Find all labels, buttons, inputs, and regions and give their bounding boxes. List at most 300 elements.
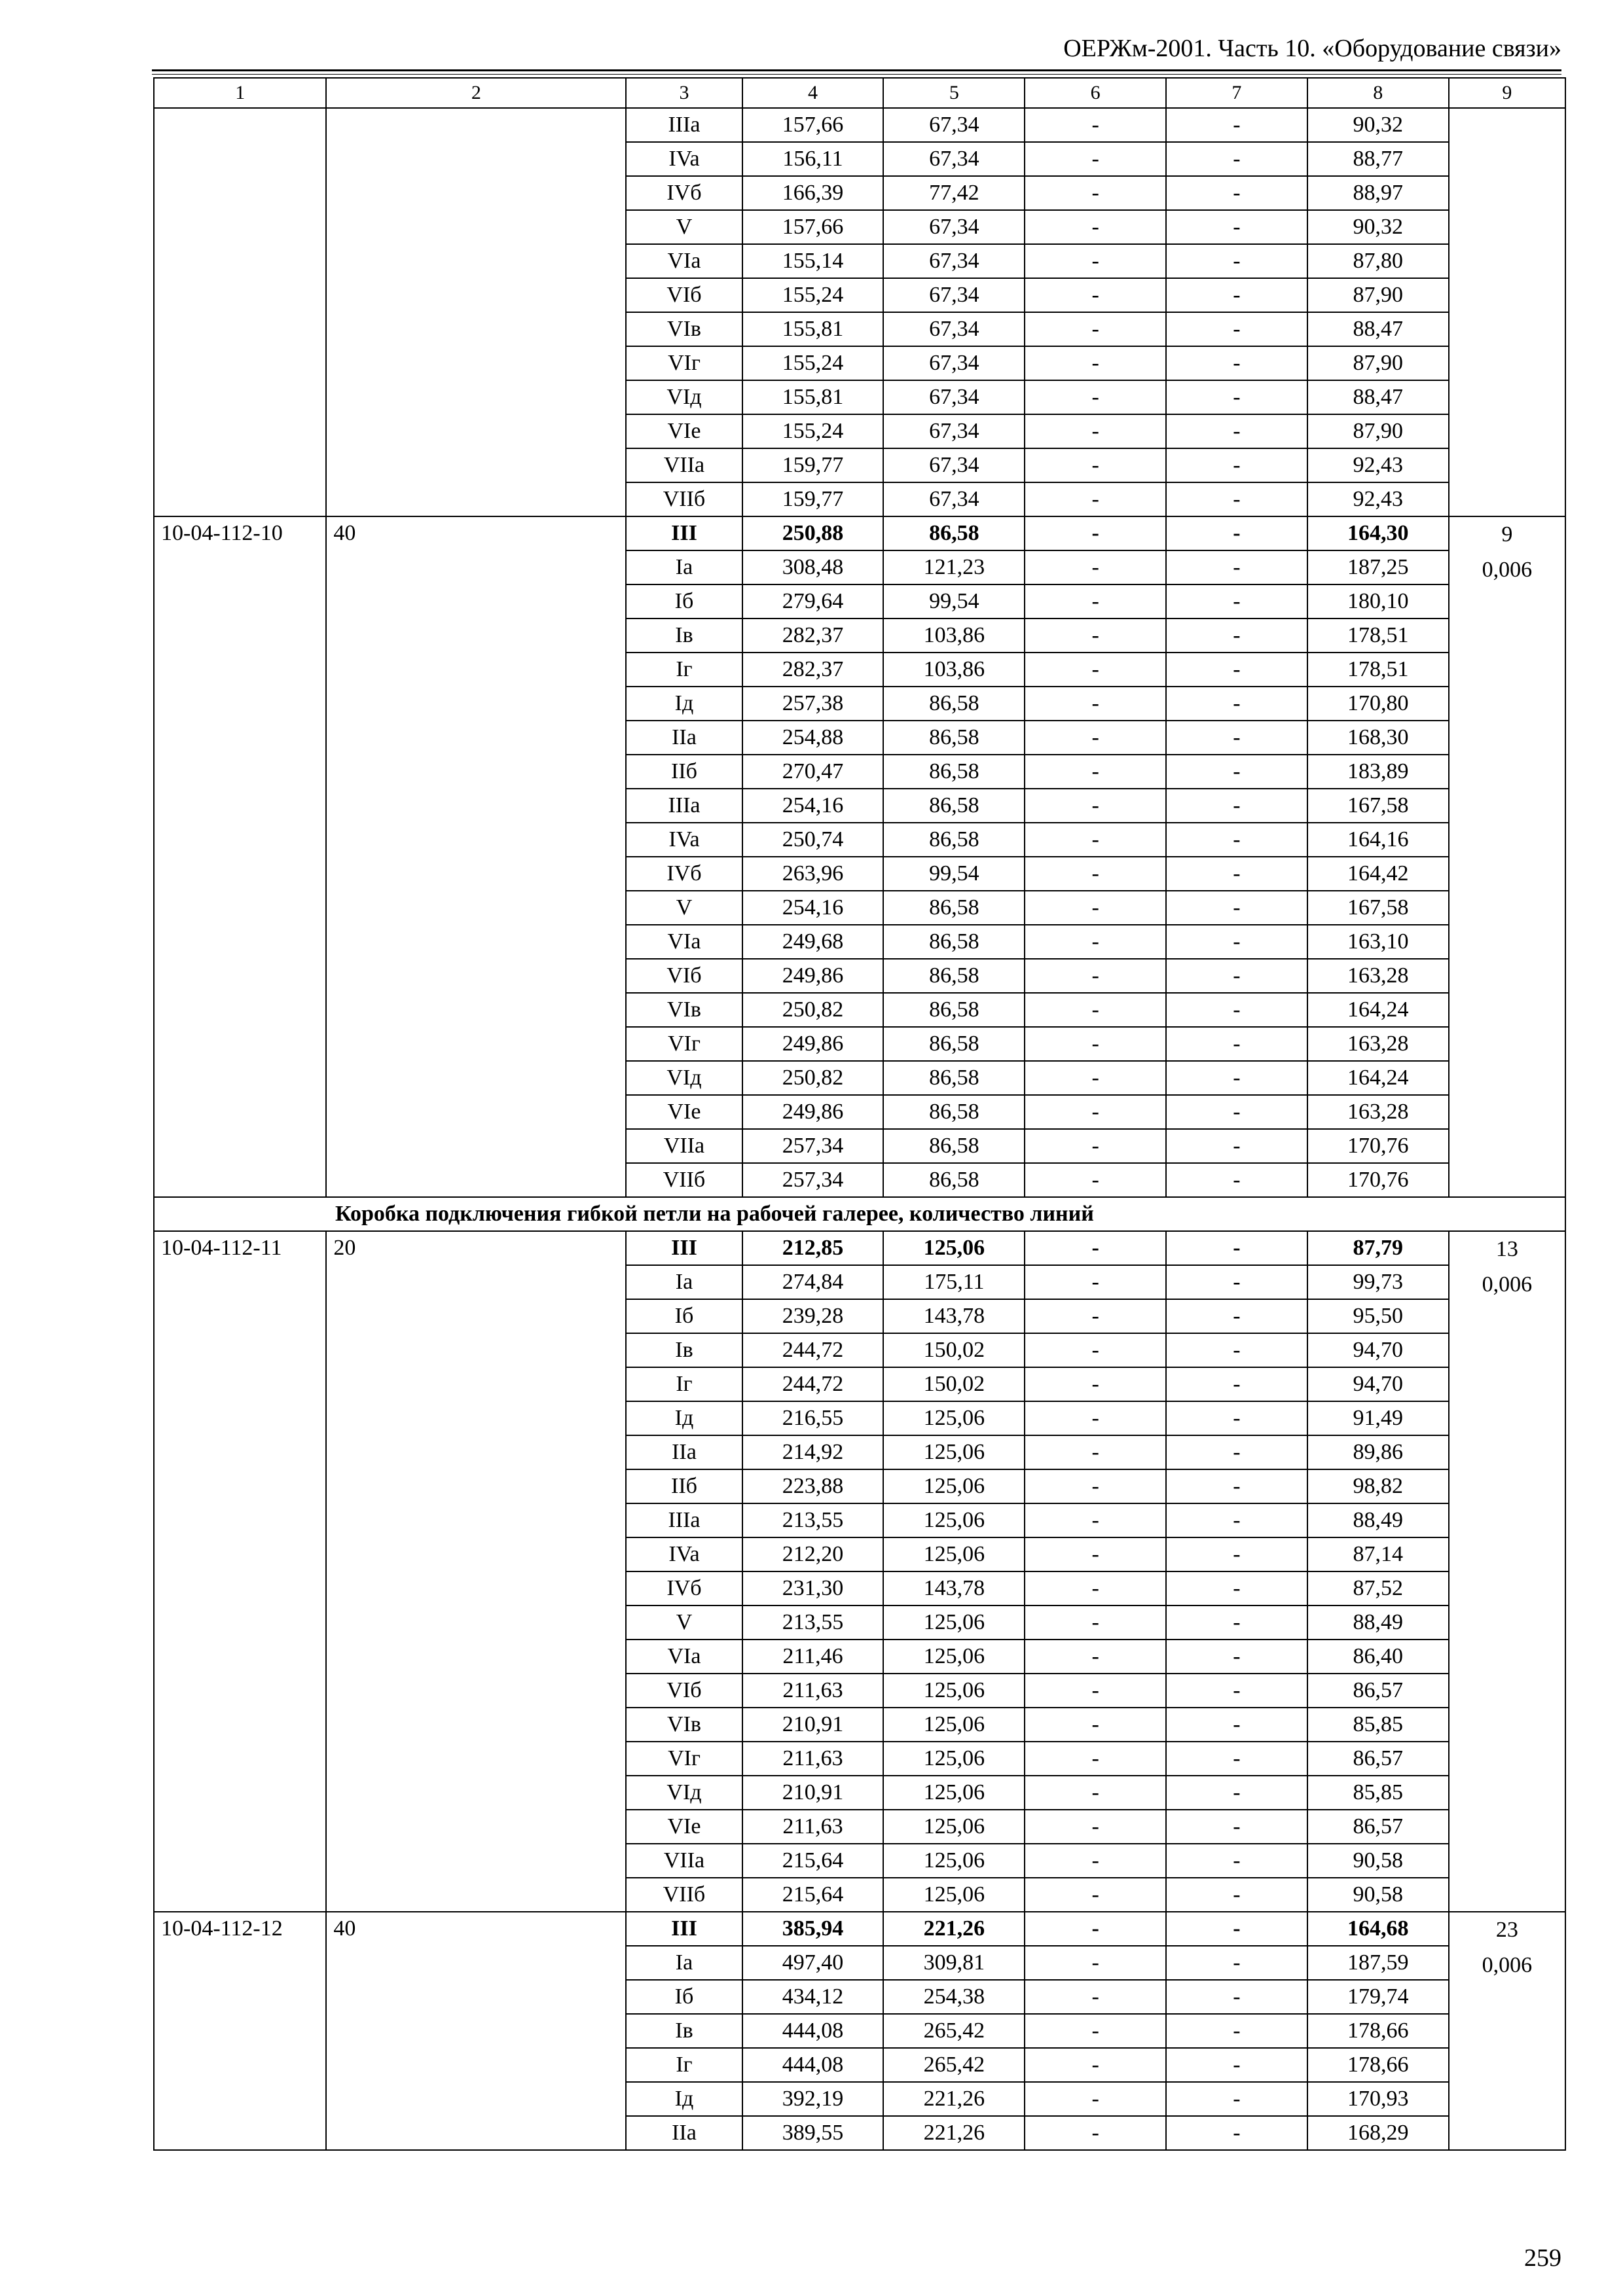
value-cell: - [1166, 959, 1307, 993]
value-cell: 265,42 [883, 2048, 1025, 2082]
value-cell: 163,28 [1307, 1095, 1449, 1129]
value-cell: - [1166, 1946, 1307, 1980]
value-cell: 213,55 [742, 1605, 884, 1640]
value-cell: 150,02 [883, 1333, 1025, 1367]
value-cell: 170,76 [1307, 1163, 1449, 1197]
page-header-title: ОЕРЖм-2001. Часть 10. «Оборудование связи» [1063, 35, 1561, 62]
value-cell: 67,34 [883, 108, 1025, 142]
value-cell: 257,34 [742, 1129, 884, 1163]
value-cell: 163,28 [1307, 959, 1449, 993]
value-cell: 250,88 [742, 516, 884, 550]
value-cell: 159,77 [742, 482, 884, 516]
value-cell: - [1025, 1401, 1166, 1435]
value-cell: 125,06 [883, 1401, 1025, 1435]
value-cell: - [1166, 993, 1307, 1027]
value-cell: - [1025, 2082, 1166, 2116]
value-cell: Ia [626, 1946, 742, 1980]
value-cell: 274,84 [742, 1265, 884, 1299]
value-cell: 270,47 [742, 755, 884, 789]
value-cell: VIe [626, 1095, 742, 1129]
value-cell: VIe [626, 414, 742, 448]
value-cell: 86,58 [883, 789, 1025, 823]
value-cell: 87,52 [1307, 1571, 1449, 1605]
value-cell: 159,77 [742, 448, 884, 482]
value-cell: Iд [626, 1401, 742, 1435]
value-cell: - [1166, 1878, 1307, 1912]
value-cell: - [1166, 1095, 1307, 1129]
value-cell: Ia [626, 1265, 742, 1299]
value-cell: - [1025, 1061, 1166, 1095]
value-cell: - [1166, 210, 1307, 244]
value-cell: VIIa [626, 1844, 742, 1878]
section-title-row [154, 1197, 1565, 1231]
quantity-cell: 40 [326, 1912, 626, 2150]
value-cell: 239,28 [742, 1299, 884, 1333]
value-cell: - [1025, 891, 1166, 925]
value-cell: 150,02 [883, 1367, 1025, 1401]
value-cell: IIIa [626, 789, 742, 823]
value-cell: - [1025, 1333, 1166, 1367]
value-cell: 99,54 [883, 857, 1025, 891]
value-cell: 215,64 [742, 1878, 884, 1912]
value-cell: 221,26 [883, 2082, 1025, 2116]
column-9-value: 0,006 [1482, 1953, 1533, 1977]
value-cell: - [1025, 1742, 1166, 1776]
value-cell: - [1166, 1912, 1307, 1946]
value-cell: 385,94 [742, 1912, 884, 1946]
value-cell: 211,46 [742, 1640, 884, 1674]
value-cell: 215,64 [742, 1844, 884, 1878]
value-cell: - [1166, 142, 1307, 176]
value-cell: Iв [626, 2014, 742, 2048]
column-9-value: 0,006 [1482, 558, 1533, 582]
value-cell: 125,06 [883, 1708, 1025, 1742]
value-cell: 249,86 [742, 1027, 884, 1061]
value-cell: 168,30 [1307, 721, 1449, 755]
value-cell: - [1025, 448, 1166, 482]
value-cell: 125,06 [883, 1640, 1025, 1674]
value-cell: - [1166, 1571, 1307, 1605]
value-cell: 86,58 [883, 891, 1025, 925]
value-cell: - [1025, 1095, 1166, 1129]
value-cell: 125,06 [883, 1503, 1025, 1537]
value-cell: 164,24 [1307, 993, 1449, 1027]
column-9-value: 9 [1501, 522, 1513, 547]
value-cell: 67,34 [883, 244, 1025, 278]
value-cell: - [1025, 1640, 1166, 1674]
value-cell: Iб [626, 1299, 742, 1333]
value-cell: 86,58 [883, 993, 1025, 1027]
column-9-value: 23 [1495, 1918, 1518, 1942]
column-9-value: 0,006 [1482, 1272, 1533, 1297]
value-cell: - [1166, 653, 1307, 687]
value-cell: 164,68 [1307, 1912, 1449, 1946]
value-cell: - [1025, 653, 1166, 687]
value-cell: 87,90 [1307, 346, 1449, 380]
code-cell [154, 108, 326, 516]
value-cell: III [626, 1231, 742, 1265]
value-cell: 86,57 [1307, 1742, 1449, 1776]
value-cell: - [1166, 1061, 1307, 1095]
value-cell: - [1025, 1367, 1166, 1401]
value-cell: - [1166, 925, 1307, 959]
value-cell: VIг [626, 346, 742, 380]
value-cell: - [1166, 789, 1307, 823]
value-cell: Iг [626, 2048, 742, 2082]
value-cell: 94,70 [1307, 1333, 1449, 1367]
value-cell: 86,58 [883, 1163, 1025, 1197]
value-cell: - [1166, 516, 1307, 550]
value-cell: - [1025, 1571, 1166, 1605]
value-cell: - [1025, 380, 1166, 414]
value-cell: - [1025, 1776, 1166, 1810]
value-cell: 85,85 [1307, 1776, 1449, 1810]
value-cell: 163,28 [1307, 1027, 1449, 1061]
value-cell: 183,89 [1307, 755, 1449, 789]
value-cell: VIв [626, 312, 742, 346]
value-cell: - [1025, 346, 1166, 380]
value-cell: - [1025, 1708, 1166, 1742]
value-cell: 170,80 [1307, 687, 1449, 721]
value-cell: VIг [626, 1742, 742, 1776]
value-cell: - [1025, 1844, 1166, 1878]
value-cell: 87,90 [1307, 414, 1449, 448]
value-cell: 86,58 [883, 823, 1025, 857]
value-cell: - [1025, 176, 1166, 210]
value-cell: 85,85 [1307, 1708, 1449, 1742]
value-cell: 125,06 [883, 1878, 1025, 1912]
value-cell: - [1166, 1708, 1307, 1742]
value-cell: 254,38 [883, 1980, 1025, 2014]
value-cell: - [1166, 1674, 1307, 1708]
value-cell: 223,88 [742, 1469, 884, 1503]
code-cell: 10-04-112-12 [154, 1912, 326, 2150]
value-cell: 86,58 [883, 1027, 1025, 1061]
value-cell: III [626, 1912, 742, 1946]
column-number-cell: 7 [1166, 78, 1307, 108]
value-cell: - [1025, 1605, 1166, 1640]
value-cell: 265,42 [883, 2014, 1025, 2048]
value-cell: - [1025, 1265, 1166, 1299]
value-cell: 86,58 [883, 721, 1025, 755]
value-cell: VIб [626, 959, 742, 993]
code-cell: 10-04-112-11 [154, 1231, 326, 1912]
value-cell: 125,06 [883, 1435, 1025, 1469]
value-cell: - [1025, 584, 1166, 619]
header-rule [152, 74, 1561, 75]
value-cell: IIб [626, 755, 742, 789]
table-row [154, 1912, 1565, 1946]
value-cell: 231,30 [742, 1571, 884, 1605]
value-cell: 125,06 [883, 1776, 1025, 1810]
value-cell: 249,86 [742, 959, 884, 993]
value-cell: 210,91 [742, 1708, 884, 1742]
value-cell: 155,24 [742, 414, 884, 448]
value-cell: - [1166, 619, 1307, 653]
value-cell: 90,32 [1307, 210, 1449, 244]
value-cell: - [1025, 2116, 1166, 2150]
value-cell: 308,48 [742, 550, 884, 584]
value-cell: VIIa [626, 1129, 742, 1163]
value-cell: 167,58 [1307, 891, 1449, 925]
value-cell: - [1025, 1878, 1166, 1912]
value-cell: - [1166, 1640, 1307, 1674]
value-cell: - [1166, 1844, 1307, 1878]
column-number-cell: 2 [326, 78, 626, 108]
value-cell: 434,12 [742, 1980, 884, 2014]
value-cell: - [1166, 346, 1307, 380]
value-cell: V [626, 1605, 742, 1640]
value-cell: 254,16 [742, 789, 884, 823]
value-cell: 67,34 [883, 278, 1025, 312]
value-cell: VIIб [626, 1878, 742, 1912]
value-cell: 67,34 [883, 414, 1025, 448]
value-cell: 249,68 [742, 925, 884, 959]
value-cell: 167,58 [1307, 789, 1449, 823]
value-cell: - [1166, 448, 1307, 482]
value-cell: 86,58 [883, 925, 1025, 959]
value-cell: VIб [626, 278, 742, 312]
value-cell: 250,82 [742, 1061, 884, 1095]
column-number-cell: 6 [1025, 78, 1166, 108]
value-cell: VIa [626, 1640, 742, 1674]
value-cell: 166,39 [742, 176, 884, 210]
column-9-value: 13 [1495, 1237, 1518, 1261]
column-number-cell: 1 [154, 78, 326, 108]
value-cell: 88,47 [1307, 380, 1449, 414]
value-cell: - [1166, 1129, 1307, 1163]
value-cell: - [1025, 1912, 1166, 1946]
value-cell: IVб [626, 1571, 742, 1605]
code-cell: 10-04-112-10 [154, 516, 326, 1197]
value-cell: 254,16 [742, 891, 884, 925]
header-rule [152, 69, 1561, 71]
value-cell: 67,34 [883, 448, 1025, 482]
value-cell: 88,77 [1307, 142, 1449, 176]
value-cell: 250,74 [742, 823, 884, 857]
value-cell: 125,06 [883, 1674, 1025, 1708]
value-cell: 249,86 [742, 1095, 884, 1129]
value-cell: VIIa [626, 448, 742, 482]
value-cell: 244,72 [742, 1367, 884, 1401]
value-cell: Ia [626, 550, 742, 584]
value-cell: - [1166, 1401, 1307, 1435]
value-cell: - [1166, 755, 1307, 789]
value-cell: IIIa [626, 1503, 742, 1537]
value-cell: VIв [626, 993, 742, 1027]
quantity-cell [326, 108, 626, 516]
value-cell: Iв [626, 619, 742, 653]
quantity-cell: 40 [326, 516, 626, 1197]
value-cell: Iв [626, 1333, 742, 1367]
value-cell: - [1166, 891, 1307, 925]
value-cell: - [1166, 1163, 1307, 1197]
value-cell: IIa [626, 2116, 742, 2150]
value-cell: VIIб [626, 1163, 742, 1197]
column-number-cell: 8 [1307, 78, 1449, 108]
value-cell: - [1025, 687, 1166, 721]
value-cell: - [1025, 550, 1166, 584]
value-cell: - [1166, 584, 1307, 619]
value-cell: 86,58 [883, 687, 1025, 721]
value-cell: - [1166, 1742, 1307, 1776]
value-cell: - [1166, 1333, 1307, 1367]
value-cell: 211,63 [742, 1674, 884, 1708]
value-cell: 67,34 [883, 210, 1025, 244]
value-cell: - [1025, 1469, 1166, 1503]
value-cell: 164,42 [1307, 857, 1449, 891]
value-cell: - [1166, 2116, 1307, 2150]
value-cell: 309,81 [883, 1946, 1025, 1980]
value-cell: 125,06 [883, 1810, 1025, 1844]
value-cell: 178,66 [1307, 2014, 1449, 2048]
value-cell: 211,63 [742, 1810, 884, 1844]
section-title: Коробка подключения гибкой петли на рабочей галерее, количество линий [154, 1197, 1565, 1231]
value-cell: - [1025, 1980, 1166, 2014]
rates-table-body [154, 78, 1565, 2150]
value-cell: 187,59 [1307, 1946, 1449, 1980]
value-cell: 99,73 [1307, 1265, 1449, 1299]
value-cell: - [1025, 1674, 1166, 1708]
value-cell: - [1166, 1980, 1307, 2014]
value-cell: 216,55 [742, 1401, 884, 1435]
value-cell: - [1025, 1129, 1166, 1163]
value-cell: - [1025, 993, 1166, 1027]
value-cell: - [1025, 1299, 1166, 1333]
value-cell: 87,79 [1307, 1231, 1449, 1265]
value-cell: - [1166, 2014, 1307, 2048]
value-cell: - [1025, 1946, 1166, 1980]
value-cell: 89,86 [1307, 1435, 1449, 1469]
value-cell: - [1025, 312, 1166, 346]
value-cell: - [1025, 721, 1166, 755]
value-cell: 92,43 [1307, 448, 1449, 482]
value-cell: 168,29 [1307, 2116, 1449, 2150]
value-cell: 178,66 [1307, 2048, 1449, 2082]
value-cell: IVa [626, 823, 742, 857]
value-cell: 279,64 [742, 584, 884, 619]
value-cell: - [1166, 278, 1307, 312]
value-cell: - [1025, 1435, 1166, 1469]
column-9-cell [1449, 1912, 1565, 2150]
value-cell: - [1025, 925, 1166, 959]
value-cell: 88,49 [1307, 1503, 1449, 1537]
rates-table [153, 77, 1566, 2151]
value-cell: - [1025, 244, 1166, 278]
value-cell: - [1025, 619, 1166, 653]
value-cell: 86,58 [883, 516, 1025, 550]
value-cell: 170,93 [1307, 2082, 1449, 2116]
value-cell: - [1025, 516, 1166, 550]
value-cell: IIб [626, 1469, 742, 1503]
value-cell: IVa [626, 1537, 742, 1571]
value-cell: 87,90 [1307, 278, 1449, 312]
value-cell: 164,24 [1307, 1061, 1449, 1095]
value-cell: IIa [626, 1435, 742, 1469]
value-cell: - [1025, 1163, 1166, 1197]
value-cell: 212,20 [742, 1537, 884, 1571]
column-9-cell [1449, 1231, 1565, 1912]
value-cell: 90,58 [1307, 1844, 1449, 1878]
value-cell: 282,37 [742, 619, 884, 653]
value-cell: 95,50 [1307, 1299, 1449, 1333]
value-cell: 86,58 [883, 1095, 1025, 1129]
value-cell: - [1166, 1469, 1307, 1503]
value-cell: 170,76 [1307, 1129, 1449, 1163]
column-number-cell: 4 [742, 78, 884, 108]
value-cell: 282,37 [742, 653, 884, 687]
value-cell: - [1166, 1537, 1307, 1571]
value-cell: Iд [626, 687, 742, 721]
value-cell: 178,51 [1307, 653, 1449, 687]
value-cell: 210,91 [742, 1776, 884, 1810]
value-cell: 94,70 [1307, 1367, 1449, 1401]
value-cell: 213,55 [742, 1503, 884, 1537]
value-cell: - [1025, 1027, 1166, 1061]
value-cell: - [1025, 2048, 1166, 2082]
value-cell: VIд [626, 1061, 742, 1095]
value-cell: 156,11 [742, 142, 884, 176]
value-cell: 90,58 [1307, 1878, 1449, 1912]
value-cell: 67,34 [883, 312, 1025, 346]
value-cell: 125,06 [883, 1231, 1025, 1265]
value-cell: 497,40 [742, 1946, 884, 1980]
value-cell: 444,08 [742, 2048, 884, 2082]
value-cell: 164,16 [1307, 823, 1449, 857]
value-cell: - [1025, 108, 1166, 142]
table-row [154, 108, 1565, 142]
value-cell: - [1166, 108, 1307, 142]
column-number-cell: 3 [626, 78, 742, 108]
value-cell: - [1166, 1810, 1307, 1844]
value-cell: - [1025, 2014, 1166, 2048]
value-cell: 221,26 [883, 2116, 1025, 2150]
value-cell: - [1166, 1299, 1307, 1333]
value-cell: 211,63 [742, 1742, 884, 1776]
value-cell: 155,81 [742, 380, 884, 414]
value-cell: - [1025, 1231, 1166, 1265]
value-cell: - [1025, 482, 1166, 516]
value-cell: IVa [626, 142, 742, 176]
value-cell: - [1025, 414, 1166, 448]
value-cell: 88,97 [1307, 176, 1449, 210]
value-cell: - [1025, 857, 1166, 891]
value-cell: - [1166, 687, 1307, 721]
value-cell: 164,30 [1307, 516, 1449, 550]
column-number-cell: 9 [1449, 78, 1565, 108]
value-cell: IVб [626, 176, 742, 210]
value-cell: - [1166, 1231, 1307, 1265]
value-cell: VIг [626, 1027, 742, 1061]
value-cell: 88,47 [1307, 312, 1449, 346]
value-cell: 263,96 [742, 857, 884, 891]
value-cell: 86,58 [883, 755, 1025, 789]
value-cell: 250,82 [742, 993, 884, 1027]
value-cell: - [1166, 380, 1307, 414]
value-cell: - [1025, 755, 1166, 789]
value-cell: - [1166, 823, 1307, 857]
value-cell: 98,82 [1307, 1469, 1449, 1503]
value-cell: 212,85 [742, 1231, 884, 1265]
value-cell: VIa [626, 244, 742, 278]
value-cell: - [1166, 312, 1307, 346]
value-cell: 86,57 [1307, 1674, 1449, 1708]
value-cell: 86,58 [883, 1061, 1025, 1095]
value-cell: - [1166, 176, 1307, 210]
value-cell: VIa [626, 925, 742, 959]
value-cell: - [1166, 1265, 1307, 1299]
value-cell: 155,24 [742, 346, 884, 380]
